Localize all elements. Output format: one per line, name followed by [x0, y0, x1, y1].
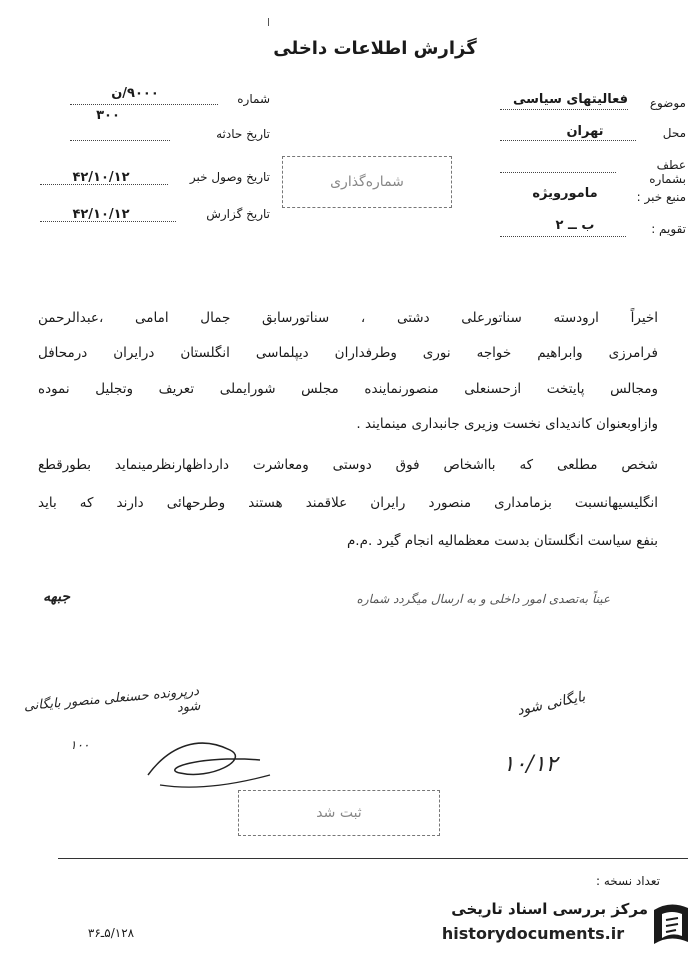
- incident-date-label: تاریخ حادثه: [216, 127, 270, 141]
- handwritten-date: ۱۰/۱۲: [502, 752, 558, 777]
- handwritten-file-note: درپرونده حسنعلی منصور بایگانی شود: [23, 683, 201, 716]
- place-value: تهران: [566, 124, 604, 139]
- report-date-value: ۴۲/۱۰/۱۲: [72, 207, 130, 222]
- footer-divider: [58, 858, 688, 859]
- body-line-2: فرامرزی وابراهیم خواجه نوری وطرفداران دیپلماسی انگلستان درایران درمحافل: [38, 345, 658, 361]
- source-value: مامورویژه: [532, 186, 598, 201]
- receipt-date-label: تاریخ وصول خبر: [189, 170, 270, 184]
- place-label: محل: [662, 126, 686, 140]
- document-title: گزارش اطلاعات داخلی: [273, 38, 477, 59]
- watermark-url: historydocuments.ir: [441, 924, 625, 943]
- handwritten-file-number: ۱۰۰: [70, 738, 90, 752]
- subject-line: [500, 109, 628, 110]
- number-line: [70, 104, 218, 105]
- body-line-7: بنفع سیاست انگلستان بدست معظمالیه انجام گیرد .م.م: [346, 533, 658, 549]
- body-line-1: اخیراً ارودسته سناتورعلی دشتی ، سناتورسابق جمال امامی ،عبدالرحمن: [38, 310, 658, 326]
- copies-label: تعداد نسخه :: [595, 874, 660, 888]
- handwritten-note-end: جبهه: [43, 589, 70, 605]
- handwritten-forward-note: عیناً به‌تصدی امور داخلی و به ارسال میگردد شماره: [356, 592, 610, 606]
- body-line-4: وازاوبعنوان کاندیدای نخست وزیری جانبداری مینمایند .: [356, 416, 658, 432]
- handwritten-archive-note: بایگانی شود: [515, 688, 587, 719]
- registration-stamp: شماره‌گذاری: [282, 156, 452, 208]
- number-sub: ۳۰۰: [96, 108, 120, 123]
- body-line-3: ومجالس پایتخت ازحسنعلی منصورنماینده مجلس شورایملی تعریف وتجلیل نموده: [38, 381, 658, 397]
- number-label: شماره: [237, 92, 270, 106]
- bottom-stamp: ثبت شد: [238, 790, 440, 836]
- report-date-label: تاریخ گزارش: [206, 207, 270, 221]
- scroll-logo-icon: [648, 898, 694, 950]
- document-code: ۵/۱۲۸ـ۳۶: [87, 926, 135, 940]
- grade-line: [500, 236, 626, 237]
- reference-label: عطف بشماره: [649, 158, 686, 186]
- watermark-org: مرکز بررسی اسناد تاریخی: [451, 900, 648, 918]
- body-line-5: شخص مطلعی که بااشخاص فوق دوستی ومعاشرت دارداظهارنظرمینماید بطورقطع: [38, 457, 658, 473]
- signature-scribble-left: [140, 725, 280, 795]
- source-label: منبع خبر :: [636, 190, 686, 204]
- body-line-6: انگلیسیهانسبت بزمامداری منصورد رایران علاقمند هستند وطرحهائی دارند که باید: [38, 495, 658, 511]
- grade-label: تقویم :: [651, 222, 686, 236]
- number-value: ۹۰۰۰/ن: [111, 86, 159, 101]
- place-line: [500, 140, 636, 141]
- subject-value: فعالیتهای سیاسی: [512, 92, 628, 107]
- incident-date-line: [70, 140, 170, 141]
- reference-line: [500, 172, 616, 173]
- top-tick: [268, 18, 269, 26]
- grade-value: ب ــ ۲: [555, 218, 595, 233]
- subject-label: موضوع: [649, 96, 686, 110]
- receipt-date-value: ۴۲/۱۰/۱۲: [72, 170, 130, 185]
